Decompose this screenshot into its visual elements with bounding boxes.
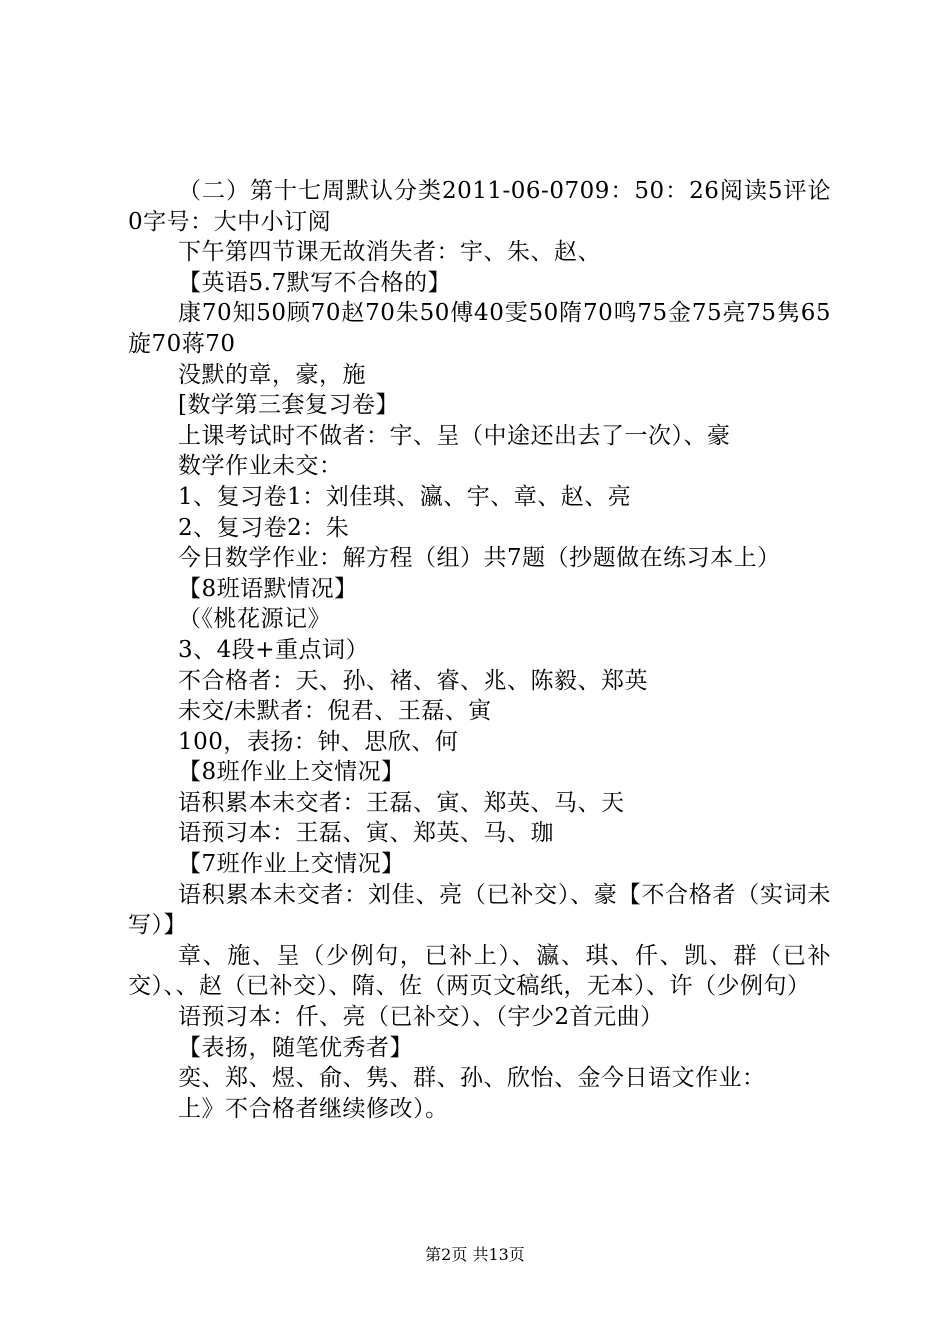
paragraph-line: 语积累本未交者：王磊、寅、郑英、马、天 [178, 789, 625, 816]
paragraph-line: 章、施、呈（少例句，已补上）、瀛、琪、仟、凯、群（已补交）、、赵（已补交）、隋、佐（两页文稿纸，无本）、许（少例句） [128, 942, 831, 1000]
paragraph-line: 3、4段+重点词） [178, 636, 370, 663]
paragraph-line: 下午第四节课无故消失者：宇、朱、赵、 [178, 239, 601, 266]
paragraph-line: 上》不合格者继续修改）。 [178, 1095, 449, 1122]
page-number-footer: 第2页 共13页 [425, 1245, 525, 1264]
paragraph-line: 未交/未默者：倪君、王磊、寅 [178, 698, 492, 725]
paragraph-line: 今日数学作业：解方程（组）共7题（抄题做在练习本上） [178, 545, 781, 572]
paragraph-line: 上课考试时不做者：宇、呈（中途还出去了一次）、豪 [178, 422, 731, 449]
paragraph-line: 没默的章，豪，施 [178, 361, 366, 388]
paragraph-line: 语预习本：仟、亮（已补交）、（宇少2首元曲） [178, 1004, 664, 1031]
paragraph-line: 语预习本：王磊、寅、郑英、马、珈 [178, 820, 554, 847]
paragraph-line: 100，表扬：钟、思欣、何 [178, 728, 459, 755]
paragraph-line: 奕、郑、煜、俞、隽、群、孙、欣怡、金今日语文作业： [178, 1065, 766, 1092]
paragraph-line: [数学第三套复习卷】 [178, 392, 399, 419]
section-heading: 【表扬，随笔优秀者】 [178, 1034, 413, 1061]
paragraph-line: 不合格者：天、孙、褚、睿、兆、陈毅、郑英 [178, 667, 648, 694]
paragraph-line: 语积累本未交者：刘佳、亮（已补交）、豪【不合格者（实词未写）】 [128, 881, 831, 939]
paragraph-line: （《桃花源记》 [178, 606, 331, 633]
document-body [128, 176, 831, 1124]
section-heading: 【7班作业上交情况】 [178, 851, 405, 878]
paragraph-line: 数学作业未交： [178, 453, 343, 480]
section-heading: 【8班作业上交情况】 [178, 759, 405, 786]
paragraph-line: 2、复习卷2：朱 [178, 514, 350, 541]
section-heading: 【8班语默情况】 [178, 575, 358, 602]
paragraph-line: 【英语5.7默写不合格的】 [178, 269, 452, 296]
paragraph-line: 康70知50顾70赵70朱50傅40雯50隋70鸣75金75亮75隽65旋70蒋70 [128, 300, 831, 357]
paragraph-line: （二）第十七周默认分类2011-06-0709：50：26阅读5评论0字号：大中小订阅 [128, 178, 831, 235]
paragraph-line: 1、复习卷1：刘佳琪、瀛、宇、章、赵、亮 [178, 483, 632, 510]
